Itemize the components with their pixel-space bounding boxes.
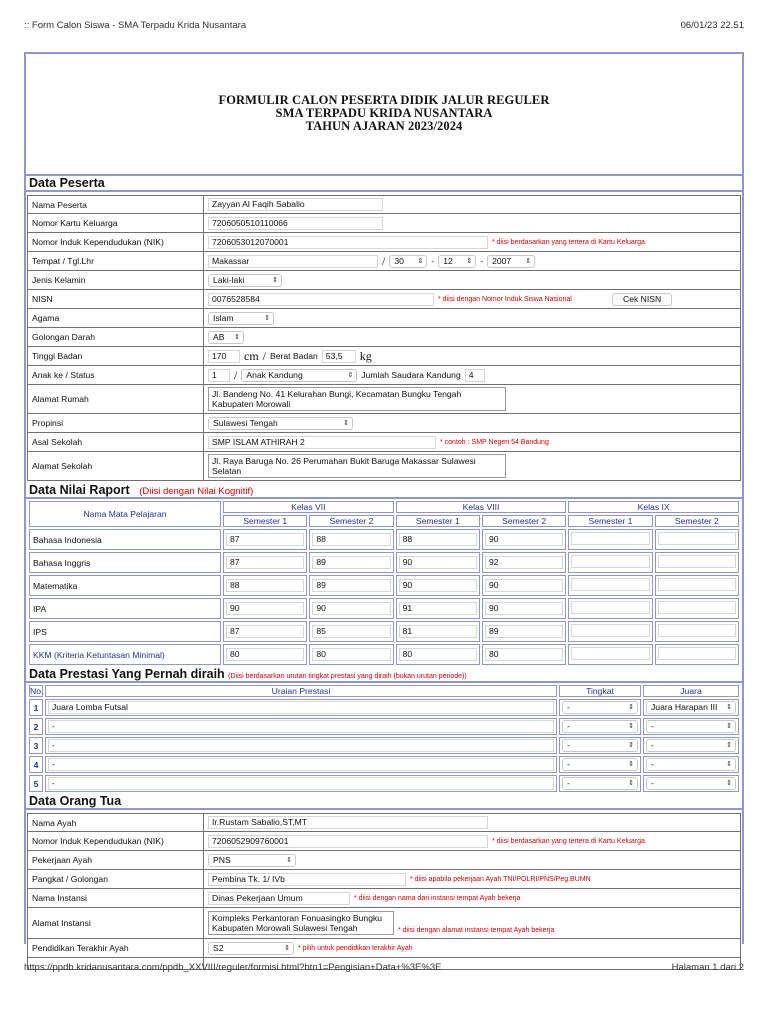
uraian-cell xyxy=(45,737,557,754)
label-berat: Berat Badan xyxy=(270,351,318,361)
print-url: https://ppdb.kridanusantara.com/ppdb_XXVIII/reguler/formisi.html?btn1=Pengisian+Data+%3E%3E xyxy=(24,962,442,973)
label-sekolah: Asal Sekolah xyxy=(28,433,204,451)
tingkat-header: Tingkat xyxy=(559,685,641,697)
label-nisn: NISN xyxy=(28,290,204,308)
cek-nisn-button[interactable]: Cek NISN xyxy=(612,293,672,306)
nik-ayah-note: * diisi berdasarkan yang tertera di Kartu Keluarga xyxy=(492,837,645,845)
juara-cell xyxy=(643,737,739,754)
nilai-cell xyxy=(482,529,566,550)
nilai-cell xyxy=(482,575,566,596)
nik-note: * diisi berdasarkan yang tertera di Kartu Keluarga xyxy=(492,238,645,246)
nilai-cell xyxy=(396,621,480,642)
nilai-input[interactable]: 90 xyxy=(226,602,304,615)
row-nama xyxy=(27,195,741,214)
nik-ayah-input[interactable]: 7206052909760001 xyxy=(208,835,488,848)
thn-select[interactable]: 2007 ⇕ xyxy=(487,255,535,268)
cm-unit: cm xyxy=(244,348,259,363)
nilai-input[interactable] xyxy=(658,578,736,591)
label-nik-ayah: Nomor Induk Kependudukan (NIK) xyxy=(28,832,204,850)
nilai-cell xyxy=(223,552,307,573)
goldar-select[interactable]: AB ⇕ xyxy=(208,331,244,344)
nilai-input[interactable]: 90 xyxy=(399,579,477,592)
nilai-cell xyxy=(655,575,739,596)
kk-input[interactable]: 7206050510110066 xyxy=(208,217,383,230)
chevron-updown-icon: ⇕ xyxy=(726,780,732,787)
juara-select[interactable]: - ⇕ xyxy=(646,758,736,771)
label-saudara: Jumlah Saudara Kandung xyxy=(361,370,461,380)
nilai-input[interactable] xyxy=(658,624,736,637)
row-pendidikan xyxy=(27,939,741,958)
tingkat-cell xyxy=(559,737,641,754)
raport-row xyxy=(29,621,739,642)
nilai-input[interactable]: 88 xyxy=(312,533,390,546)
nilai-input[interactable]: 89 xyxy=(312,556,390,569)
nilai-cell xyxy=(223,644,307,665)
pekerjaan-select[interactable]: PNS ⇕ xyxy=(208,854,296,867)
nilai-cell xyxy=(223,529,307,550)
nilai-cell xyxy=(655,598,739,619)
nik-input[interactable]: 7206053012070001 xyxy=(208,236,488,249)
prestasi-row xyxy=(29,718,739,735)
nilai-input[interactable]: 88 xyxy=(226,579,304,592)
print-datetime: 06/01/23 22.51 xyxy=(680,20,744,31)
nilai-cell xyxy=(309,552,393,573)
label-pendidikan: Pendidikan Terakhir Ayah xyxy=(28,939,204,957)
nilai-input[interactable] xyxy=(571,555,649,568)
heading-line1: FORMULIR CALON PESERTA DIDIK JALUR REGULER xyxy=(218,93,550,107)
nisn-input[interactable]: 0076528584 xyxy=(208,293,434,306)
row-nik-ayah xyxy=(27,832,741,851)
label-kk: Nomor Kartu Keluarga xyxy=(28,214,204,232)
nilai-cell xyxy=(396,552,480,573)
row-jk xyxy=(27,271,741,290)
agama-select[interactable]: Islam ⇕ xyxy=(208,312,274,325)
pangkat-note: * diisi apabila pekerjaan Ayah TNI/POLRI/PNS/Peg.BUMN xyxy=(410,875,591,883)
nilai-input[interactable] xyxy=(571,578,649,591)
nilai-input[interactable]: 90 xyxy=(312,602,390,615)
tingkat-select[interactable]: - ⇕ xyxy=(562,777,638,790)
berat-input[interactable]: 53,5 xyxy=(322,350,356,363)
saudara-input[interactable]: 4 xyxy=(465,369,485,382)
anak-ke-input[interactable]: 1 xyxy=(208,369,230,382)
label-goldar: Golongan Darah xyxy=(28,328,204,346)
nilai-input[interactable]: 90 xyxy=(485,579,563,592)
row-ttl xyxy=(27,252,741,271)
semester-header: Semester 2 xyxy=(655,515,739,527)
nilai-cell xyxy=(568,575,652,596)
section-prestasi xyxy=(26,667,742,683)
peserta-table xyxy=(26,192,742,481)
instansi-input[interactable]: Dinas Pekerjaan Umum xyxy=(208,892,350,905)
raport-note: (Diisi dengan Nilai Kognitif) xyxy=(139,486,254,497)
kelas-ix-header: Kelas IX xyxy=(568,501,739,513)
semester-header: Semester 2 xyxy=(309,515,393,527)
nilai-cell xyxy=(655,644,739,665)
chevron-updown-icon: ⇕ xyxy=(284,944,290,952)
slash: / xyxy=(262,348,267,363)
nilai-cell xyxy=(655,552,739,573)
juara-header: Juara xyxy=(643,685,739,697)
label-pangkat: Pangkat / Golongan xyxy=(28,870,204,888)
prestasi-title: Data Prestasi Yang Pernah diraih xyxy=(29,667,225,681)
nilai-cell xyxy=(482,644,566,665)
row-pangkat xyxy=(27,870,741,889)
row-nik xyxy=(27,233,741,252)
row-anak xyxy=(27,366,741,385)
chevron-updown-icon: ⇕ xyxy=(726,742,732,749)
nilai-input[interactable]: 81 xyxy=(399,625,477,638)
section-data-peserta: Data Peserta xyxy=(26,176,742,192)
status-select[interactable]: Anak Kandung ⇕ xyxy=(241,369,357,382)
instansi-note: * diisi dengan nama dari instansi tempat Ayah bekerja xyxy=(354,894,521,902)
label-pekerjaan: Pekerjaan Ayah xyxy=(28,851,204,869)
tingkat-select[interactable]: - ⇕ xyxy=(562,758,638,771)
nilai-cell xyxy=(568,621,652,642)
semester-header: Semester 2 xyxy=(482,515,566,527)
tingkat-cell xyxy=(559,718,641,735)
uraian-cell xyxy=(45,756,557,773)
print-footer xyxy=(24,962,744,976)
chevron-updown-icon: ⇕ xyxy=(264,314,270,322)
prestasi-no: 4 xyxy=(29,756,43,773)
nilai-cell xyxy=(223,621,307,642)
nilai-cell xyxy=(568,644,652,665)
label-jk: Jenis Kelamin xyxy=(28,271,204,289)
subject-name: IPA xyxy=(29,598,221,619)
alamat-instansi-note: * diisi dengan alamat instansi tempat Ayah bekerja xyxy=(398,926,555,934)
row-nisn xyxy=(27,290,741,309)
print-page: Halaman 1 dari 2 xyxy=(671,962,744,973)
sekolah-note: * contoh : SMP Negeri 54 Bandung xyxy=(440,438,549,446)
nilai-input[interactable]: 80 xyxy=(312,648,390,661)
nilai-input[interactable]: 87 xyxy=(226,533,304,546)
subject-name: Bahasa Indonesia xyxy=(29,529,221,550)
nilai-cell xyxy=(309,575,393,596)
prestasi-row xyxy=(29,775,739,792)
nilai-cell xyxy=(655,529,739,550)
nilai-input[interactable]: 90 xyxy=(485,533,563,546)
row-ayah xyxy=(27,813,741,832)
nilai-cell xyxy=(396,575,480,596)
uraian-header: Uraian Prestasi xyxy=(45,685,557,697)
chevron-updown-icon: ⇕ xyxy=(726,704,732,711)
juara-cell xyxy=(643,699,739,716)
juara-cell xyxy=(643,756,739,773)
pendidikan-select[interactable]: S2 ⇕ xyxy=(208,942,294,955)
chevron-updown-icon: ⇕ xyxy=(347,371,354,379)
section-nilai-raport xyxy=(26,483,742,499)
nilai-cell xyxy=(568,598,652,619)
raport-row xyxy=(29,598,739,619)
uraian-input[interactable]: - xyxy=(48,720,554,733)
label-alamat-instansi: Alamat Instansi xyxy=(28,908,204,938)
label-alamat-sekolah: Alamat Sekolah xyxy=(28,452,204,480)
semester-header: Semester 1 xyxy=(568,515,652,527)
nilai-cell xyxy=(309,598,393,619)
dash: - xyxy=(480,256,484,266)
row-alamat-sekolah xyxy=(27,452,741,481)
dash: - xyxy=(431,256,435,266)
raport-row xyxy=(29,552,739,573)
semester-header: Semester 1 xyxy=(223,515,307,527)
label-tinggi: Tinggi Badan xyxy=(28,347,204,365)
pendidikan-note: * pilih untuk pendidikan terakhir Ayah xyxy=(298,944,413,952)
nilai-input[interactable] xyxy=(571,601,649,614)
nilai-cell xyxy=(655,621,739,642)
propinsi-select[interactable]: Sulawesi Tengah ⇕ xyxy=(208,417,353,430)
row-pekerjaan xyxy=(27,851,741,870)
nilai-input[interactable] xyxy=(658,555,736,568)
chevron-updown-icon: ⇕ xyxy=(525,257,532,265)
nilai-input[interactable]: 80 xyxy=(399,648,477,661)
pangkat-input[interactable]: Pembina Tk. 1/ IVb xyxy=(208,873,406,886)
row-tinggi xyxy=(27,347,741,366)
raport-row xyxy=(29,644,739,665)
prestasi-note: (Diisi berdasarkan urutan tingkat prestasi yang diraih (bukan urutan periode)) xyxy=(228,673,467,680)
juara-select[interactable]: - ⇕ xyxy=(646,720,736,733)
tgl-select[interactable]: 30 ⇕ xyxy=(389,255,427,268)
nilai-cell xyxy=(309,529,393,550)
label-nik: Nomor Induk Kependudukan (NIK) xyxy=(28,233,204,251)
kelas-vii-header: Kelas VII xyxy=(223,501,394,513)
tempat-input[interactable]: Makassar xyxy=(208,255,378,268)
label-ttl: Tempat / Tgl.Lhr xyxy=(28,252,204,270)
row-kk xyxy=(27,214,741,233)
ayah-input[interactable]: Ir.Rustam Sabalio,ST,MT xyxy=(208,816,488,829)
subject-name: Bahasa Inggris xyxy=(29,552,221,573)
raport-title: Data Nilai Raport xyxy=(29,483,130,497)
prestasi-no: 1 xyxy=(29,699,43,716)
section-orang-tua: Data Orang Tua xyxy=(26,794,742,810)
nilai-cell xyxy=(309,621,393,642)
nilai-input[interactable]: 80 xyxy=(226,648,304,661)
nilai-input[interactable] xyxy=(571,624,649,637)
nilai-input[interactable]: 89 xyxy=(485,625,563,638)
slash: / xyxy=(382,253,386,268)
uraian-input[interactable]: - xyxy=(48,777,554,790)
nilai-cell xyxy=(223,598,307,619)
nilai-cell xyxy=(482,621,566,642)
juara-select[interactable]: - ⇕ xyxy=(646,739,736,752)
print-header xyxy=(24,20,744,34)
sekolah-input[interactable]: SMP ISLAM ATHIRAH 2 xyxy=(208,436,436,449)
heading-line2: SMA TERPADU KRIDA NUSANTARA xyxy=(275,106,493,120)
row-propinsi xyxy=(27,414,741,433)
nilai-cell xyxy=(396,598,480,619)
nama-input[interactable]: Zayyan Al Faqih Sabalio xyxy=(208,198,383,211)
nilai-input[interactable] xyxy=(571,532,649,545)
alamat-textarea[interactable]: Jl. Bandeng No. 41 Kelurahan Bungi, Kecamatan Bungku Tengah Kabupaten Morowali xyxy=(208,387,506,411)
jk-select[interactable]: Laki-laki ⇕ xyxy=(208,274,282,287)
juara-cell xyxy=(643,775,739,792)
label-alamat: Alamat Rumah xyxy=(28,385,204,413)
nilai-input[interactable] xyxy=(658,601,736,614)
ortu-table xyxy=(26,810,742,970)
tingkat-cell xyxy=(559,775,641,792)
nilai-input[interactable] xyxy=(571,647,649,660)
chevron-updown-icon: ⇕ xyxy=(628,780,634,787)
raport-row xyxy=(29,575,739,596)
chevron-updown-icon: ⇕ xyxy=(272,276,278,284)
chevron-updown-icon: ⇕ xyxy=(286,856,292,864)
nilai-input[interactable] xyxy=(658,647,736,660)
semester-header: Semester 1 xyxy=(396,515,480,527)
tinggi-input[interactable]: 170 xyxy=(208,350,240,363)
nilai-input[interactable]: 89 xyxy=(312,579,390,592)
alamat-sekolah-textarea[interactable]: Jl. Raya Baruga No. 26 Perumahan Bukit Baruga Makassar Sulawesi Selatan xyxy=(208,454,506,478)
uraian-input[interactable]: Juara Lomba Futsal xyxy=(48,701,554,714)
uraian-input[interactable]: - xyxy=(48,739,554,752)
label-agama: Agama xyxy=(28,309,204,327)
chevron-updown-icon: ⇕ xyxy=(726,723,732,730)
tingkat-select[interactable]: - ⇕ xyxy=(562,720,638,733)
row-goldar xyxy=(27,328,741,347)
row-alamat xyxy=(27,385,741,414)
form-heading xyxy=(26,54,742,176)
nilai-cell xyxy=(396,644,480,665)
print-title: :: Form Calon Siswa - SMA Terpadu Krida Nusantara xyxy=(24,20,247,31)
nilai-input[interactable]: 92 xyxy=(485,556,563,569)
nilai-input[interactable]: 87 xyxy=(226,625,304,638)
subject-name: Matematika xyxy=(29,575,221,596)
uraian-input[interactable]: - xyxy=(48,758,554,771)
alamat-instansi-textarea[interactable]: Kompleks Perkantoran Fonuasingko Bungku Kabupaten Morowali Sulawesi Tengah xyxy=(208,911,394,935)
nilai-input[interactable]: 87 xyxy=(226,556,304,569)
nilai-cell xyxy=(482,598,566,619)
juara-select[interactable]: - ⇕ xyxy=(646,777,736,790)
uraian-cell xyxy=(45,775,557,792)
form-frame xyxy=(24,52,744,953)
prestasi-row xyxy=(29,756,739,773)
chevron-updown-icon: ⇕ xyxy=(343,419,349,427)
nilai-cell xyxy=(309,644,393,665)
label-propinsi: Propinsi xyxy=(28,414,204,432)
label-nama: Nama Peserta xyxy=(28,196,204,213)
juara-cell xyxy=(643,718,739,735)
chevron-updown-icon: ⇕ xyxy=(628,723,634,730)
chevron-updown-icon: ⇕ xyxy=(417,257,424,265)
raport-row xyxy=(29,529,739,550)
chevron-updown-icon: ⇕ xyxy=(628,704,634,711)
tingkat-select[interactable]: - ⇕ xyxy=(562,701,638,714)
nilai-cell xyxy=(568,529,652,550)
row-sekolah xyxy=(27,433,741,452)
chevron-updown-icon: ⇕ xyxy=(628,761,634,768)
prestasi-table xyxy=(27,683,741,794)
nilai-input[interactable]: 90 xyxy=(399,556,477,569)
tingkat-select[interactable]: - ⇕ xyxy=(562,739,638,752)
raport-table xyxy=(27,499,741,667)
nilai-input[interactable] xyxy=(658,532,736,545)
label-ayah: Nama Ayah xyxy=(28,814,204,831)
label-instansi: Nama Instansi xyxy=(28,889,204,907)
chevron-updown-icon: ⇕ xyxy=(726,761,732,768)
chevron-updown-icon: ⇕ xyxy=(234,333,240,341)
mapel-header: Nama Mata Pelajaran xyxy=(29,501,221,527)
uraian-cell xyxy=(45,718,557,735)
heading-line3: TAHUN AJARAN 2023/2024 xyxy=(305,119,463,133)
nilai-input[interactable]: 80 xyxy=(485,648,563,661)
row-agama xyxy=(27,309,741,328)
nilai-cell xyxy=(396,529,480,550)
tingkat-cell xyxy=(559,756,641,773)
prestasi-row xyxy=(29,699,739,716)
nilai-input[interactable]: 91 xyxy=(399,602,477,615)
chevron-updown-icon: ⇕ xyxy=(466,257,473,265)
prestasi-row xyxy=(29,737,739,754)
kg-unit: kg xyxy=(359,348,372,363)
uraian-cell xyxy=(45,699,557,716)
nilai-cell xyxy=(568,552,652,573)
label-anak: Anak ke / Status xyxy=(28,366,204,384)
prestasi-no: 3 xyxy=(29,737,43,754)
row-instansi xyxy=(27,889,741,908)
bln-select[interactable]: 12 ⇕ xyxy=(438,255,476,268)
chevron-updown-icon: ⇕ xyxy=(628,742,634,749)
prestasi-no: 5 xyxy=(29,775,43,792)
tingkat-cell xyxy=(559,699,641,716)
nilai-cell xyxy=(482,552,566,573)
prestasi-no: 2 xyxy=(29,718,43,735)
nisn-note: * diisi dengan Nomor Induk Siswa Nasional xyxy=(438,295,572,303)
subject-name: IPS xyxy=(29,621,221,642)
nilai-cell xyxy=(223,575,307,596)
kelas-viii-header: Kelas VIII xyxy=(396,501,567,513)
nilai-input[interactable]: 90 xyxy=(485,602,563,615)
nilai-input[interactable]: 85 xyxy=(312,625,390,638)
no-header: No. xyxy=(30,686,44,696)
slash: / xyxy=(234,367,238,382)
subject-name: KKM (Kriteria Ketuntasan Minimal) xyxy=(29,644,221,665)
juara-select[interactable]: Juara Harapan III ⇕ xyxy=(646,701,736,714)
nilai-input[interactable]: 88 xyxy=(399,533,477,546)
row-alamat-instansi xyxy=(27,908,741,939)
